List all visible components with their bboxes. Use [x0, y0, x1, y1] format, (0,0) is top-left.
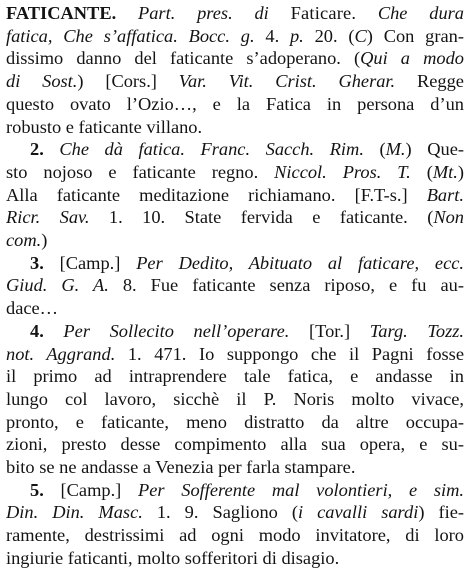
italic-text: Niccol. Pros. T.: [274, 161, 411, 182]
entry-text: .: [351, 3, 378, 23]
entry-line: [6, 524, 464, 547]
entry-text: bito se ne andasse a Venezia per farla stampare.: [6, 457, 356, 478]
entry-line: [6, 388, 464, 411]
entry-line: [6, 479, 464, 502]
italic-text: Che dura: [377, 3, 464, 23]
entry-line: [6, 365, 464, 388]
italic-text: Ricr. Sav.: [6, 207, 90, 228]
entry-line: [6, 274, 464, 297]
sense-number: 4.: [30, 320, 64, 341]
entry-line: [6, 252, 464, 275]
entry-text: ramente, destrissimi ad ogni modo invitatore, di loro: [6, 525, 464, 546]
entry-text: 1. 471. Io suppongo che il Pagni fosse: [115, 343, 464, 364]
sense-number: 2.: [30, 139, 60, 160]
entry-line: [6, 411, 464, 434]
entry-text: robusto e faticante villano.: [6, 116, 203, 137]
entry-text: (: [410, 161, 433, 182]
entry-text: ): [457, 161, 464, 182]
entry-text: [Camp.]: [59, 252, 137, 273]
entry-line: [6, 25, 464, 48]
entry-text: ) Con gran-: [366, 25, 464, 46]
entry-line: [6, 456, 464, 479]
entry-text: 4: [265, 25, 275, 46]
entry-text: ) fie-: [418, 502, 464, 523]
italic-text: i cavalli sardi: [298, 502, 419, 523]
entry-text: [Camp.]: [60, 479, 139, 500]
italic-text: Din. Din. Masc.: [6, 502, 143, 523]
entry-line: [6, 206, 464, 229]
italic-text: fatica, Che s’affatica. Bocc. g.: [6, 25, 266, 46]
entry-text: ): [41, 230, 48, 251]
entry-line: [6, 138, 464, 161]
entry-line: [6, 320, 464, 343]
entry-text: ingiurie faticanti, molto sofferitori di disagio.: [6, 547, 340, 568]
italic-text: Mt.: [432, 161, 458, 182]
entry-line: [6, 70, 464, 93]
entry-text: Alla faticante meditazione richiamano. [F.T-s.]: [6, 184, 427, 205]
italic-text: Per Dedito, Abituato al faticare, ecc.: [136, 252, 464, 273]
cross-reference: Faticare: [290, 3, 352, 23]
entry-text: 1. 10. State fervida e faticante. (: [89, 207, 434, 228]
italic-text: Per Sofferente mal volontieri, e sim.: [138, 479, 464, 500]
entry-text: [Tor.]: [289, 320, 370, 341]
entry-text: ) [Cors.]: [77, 71, 179, 92]
entry-line: [6, 343, 464, 366]
italic-text: M.: [385, 139, 406, 160]
italic-text: Che dà fatica. Franc. Sacch. Rim.: [59, 139, 364, 160]
entry-line: [6, 2, 464, 25]
italic-text: Per Sollecito nell’operare.: [63, 320, 290, 341]
entry-line: [6, 184, 464, 207]
entry-text: Regge: [395, 71, 464, 92]
italic-text: Non: [433, 207, 464, 228]
entry-line: [6, 93, 464, 116]
dictionary-entry-faticante: [6, 2, 464, 570]
entry-text: 8. Fue faticante senza riposo, e fu au-: [108, 275, 464, 296]
entry-text: dace…: [6, 298, 59, 319]
entry-text: sto nojoso e faticante regno.: [6, 161, 275, 182]
entry-text: 20. (: [314, 25, 355, 46]
italic-text: Var. Vit. Crist. Gherar.: [178, 71, 396, 92]
italic-text: Giud. G. A.: [6, 275, 109, 296]
entry-line: [6, 297, 464, 320]
italic-text: not. Aggrand.: [6, 343, 116, 364]
headword: FATICANTE.: [6, 3, 117, 23]
entry-text: pronto, e faticante, meno distratto da altre occupa-: [6, 411, 464, 432]
entry-line: [6, 433, 464, 456]
entry-line: [6, 547, 464, 570]
entry-text: 1. 9. Sagliono (: [142, 502, 299, 523]
entry-text: lungo col lavoro, sicchè il P. Noris molto vivace,: [6, 388, 464, 409]
entry-text: zioni, presto desse compimento alla sua opera, e su-: [6, 434, 464, 455]
italic-text: di Sost.: [6, 71, 78, 92]
entry-text: [116, 3, 138, 23]
entry-line: [6, 229, 464, 252]
entry-line: [6, 116, 464, 139]
entry-line: [6, 501, 464, 524]
italic-text: p.: [289, 25, 315, 46]
sense-number: 5.: [30, 479, 61, 500]
italic-text: Targ. Tozz.: [369, 320, 464, 341]
entry-text: il primo ad intraprendere tale fatica, e andasse in: [6, 366, 464, 387]
italic-text: Bart.: [426, 184, 464, 205]
entry-text: ) Que-: [405, 139, 464, 160]
entry-line: [6, 47, 464, 70]
entry-line: [6, 161, 464, 184]
italic-text: Qui a modo: [360, 48, 464, 69]
entry-text: (: [363, 139, 386, 160]
entry-text: questo ovato l’Ozio…, e la Fatica in persona d’un: [6, 93, 464, 114]
entry-text: .: [274, 25, 290, 46]
sense-number: 3.: [30, 252, 60, 273]
entry-text: dissimo danno del faticante s’adoperano. (: [6, 48, 361, 69]
italic-text: com.: [6, 230, 42, 251]
italic-text: C: [354, 25, 367, 46]
italic-text: Part. pres. di: [138, 3, 291, 23]
